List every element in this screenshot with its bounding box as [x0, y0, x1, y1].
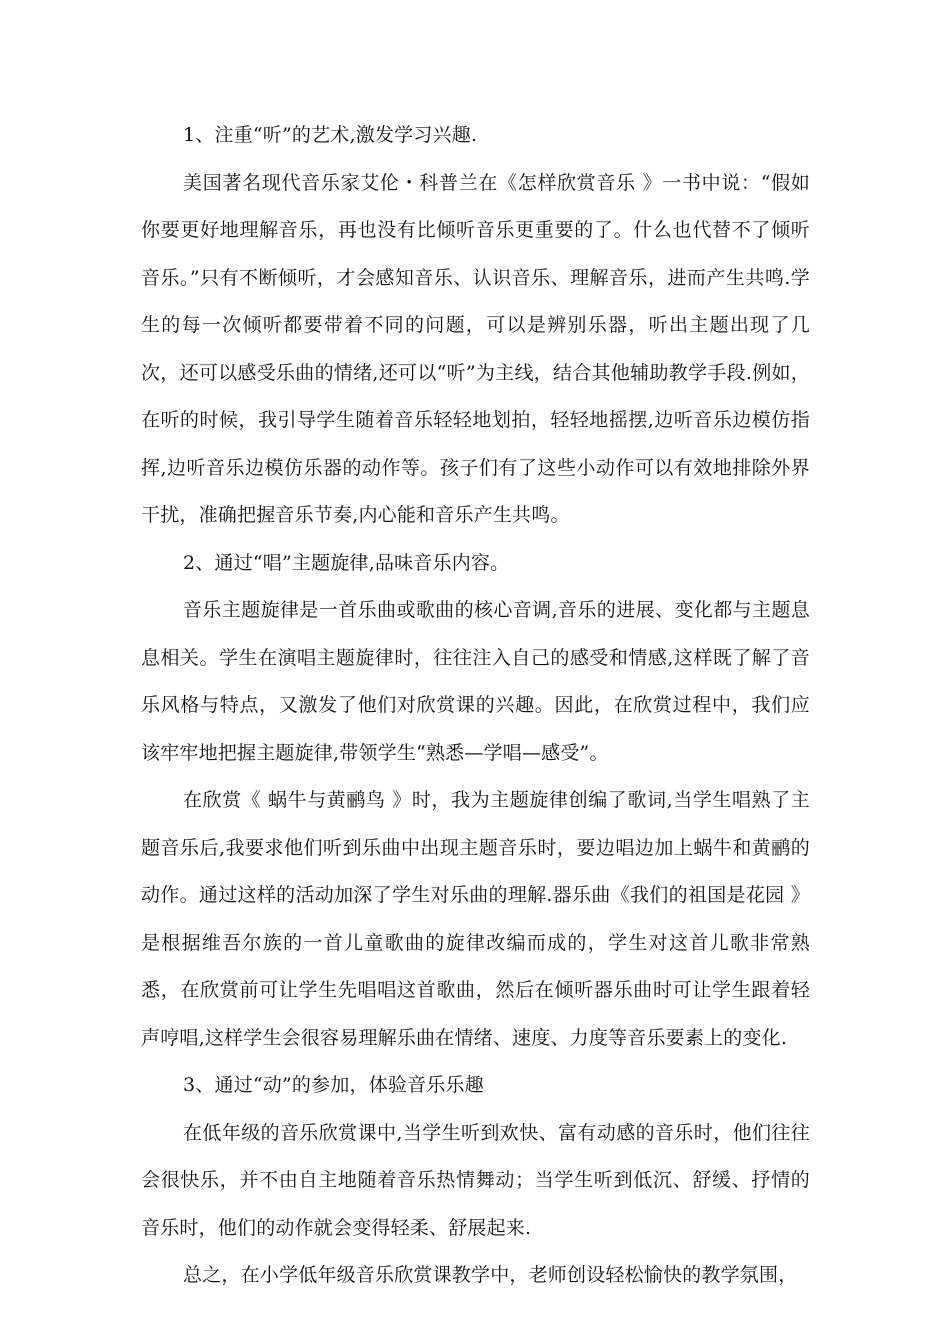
body-paragraph-conclusion: 总之，在小学低年级音乐欣赏课教学中，老师创设轻松愉快的教学氛围，: [183, 1264, 798, 1286]
body-paragraph-sing: 音乐主题旋律是一首乐曲或歌曲的核心音调,音乐的进展、变化都与主题息息相关。学生在演唱主题旋律时，往往注入自己的感受和情感,这样既了解了音乐风格与特点，又激发了他们对欣赏课的兴趣。因此，在欣赏过程中，我们应该牢牢地把握主题旋律,带领学生“熟悉—学唱—感受”。: [141, 599, 810, 764]
document-body: [141, 112, 810, 1300]
body-paragraph-examples: 在欣赏《 蜗牛与黄鹂鸟 》时，我为主题旋律创编了歌词,当学生唱熟了主题音乐后,我要求他们听到乐曲中出现主题音乐时，要边唱边加上蜗牛和黄鹂的动作。通过这样的活动加深了学生对乐曲的理解.器乐曲《我们的祖国是花园 》是根据维吾尔族的一首儿童歌曲的旋律改编而成的，学生对这首儿歌非常熟悉，在欣赏前可让学生先唱唱这首歌曲，然后在倾听器乐曲时可让学生跟着轻声哼唱,这样学生会很容易理解乐曲在情绪、速度、力度等音乐要素上的变化.: [141, 789, 810, 1049]
section-heading-sing: 2、通过“唱”主题旋律,品味音乐内容。: [183, 551, 510, 574]
body-paragraph-move: 在低年级的音乐欣赏课中,当学生听到欢快、富有动感的音乐时，他们往往会很快乐，并不由自主地随着音乐热情舞动；当学生听到低沉、舒缓、抒情的音乐时，他们的动作就会变得轻柔、舒展起来.: [141, 1121, 810, 1239]
section-heading-listen: 1、注重“听”的艺术,激发学习兴趣.: [183, 124, 478, 146]
section-heading-move: 3、通过“动”的参加，体验音乐乐趣: [183, 1074, 484, 1096]
body-paragraph-listen: 美国著名现代音乐家艾伦・科普兰在《怎样欣赏音乐 》一书中说：“假如你要更好地理解音乐，再也没有比倾听音乐更重要的了。什么也代替不了倾听音乐。”只有不断倾听，才会感知音乐、认识音乐、理解音乐，进而产生共鸣.学生的每一次倾听都要带着不同的问题，可以是辨别乐器，听出主题出现了几次，还可以感受乐曲的情绪,还可以“听”为主线，结合其他辅助教学手段.例如，在听的时候，我引导学生随着音乐轻轻地划拍，轻轻地摇摆,边听音乐边模仿指挥,边听音乐边模仿乐器的动作等。孩子们有了这些小动作可以有效地排除外界干扰，准确把握音乐节奏,内心能和音乐产生共鸣。: [141, 171, 810, 526]
